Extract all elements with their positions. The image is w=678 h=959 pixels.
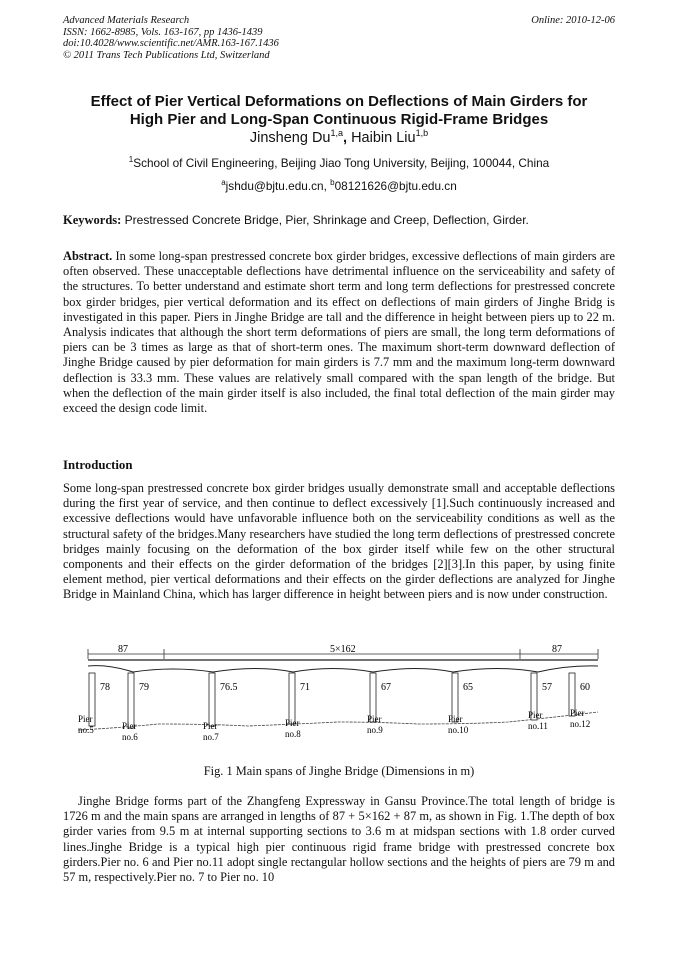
pier-no-8 xyxy=(289,673,295,724)
pier-no-7 xyxy=(209,673,215,726)
journal-header xyxy=(63,15,615,61)
pier-word-label: Pier xyxy=(122,721,137,731)
keywords-text: Prestressed Concrete Bridge, Pier, Shrinkage and Creep, Deflection, Girder. xyxy=(121,213,529,227)
email-b-sup: b xyxy=(330,178,335,188)
author-1-sup: 1,a xyxy=(330,128,344,139)
pier-number-label: no.9 xyxy=(367,725,383,735)
pier-label-group xyxy=(78,708,590,742)
dim-right-label: 87 xyxy=(552,644,562,655)
abstract-text: In some long-span prestressed concrete box girder bridges, excessive deflections of main girders are often observed. These unacceptable deflections have detrimental influence on the serviceability and safety of the structures. To better understand and estimate short term and long term deflections for prestressed concrete box girder bridges, pier vertical deformation and its effect on deflections of main girders of Jinghe Bridg is investigated in this paper. Piers in Jinghe Bridge are tall and the difference in height between piers up to 22 m. Analysis indicates that although the short term deformations of piers are small, the long term deformations of piers can be 3 times as large as that of short-term ones. The maximum short-term downward deflection of Jinghe Bridge caused by pier deformation for main girders is 7.7 mm and the maximum long-term downward deflection is 33.3 mm. These values are relatively small compared with the span length of the bridge. But when the deflection of the main girder itself is also included, the final total deflection of the main girder may exceed the design code limit. xyxy=(63,249,615,416)
affiliation-text: School of Civil Engineering, Beijing Jiao Tong University, Beijing, 100044, China xyxy=(133,156,550,170)
pier-word-label: Pier xyxy=(203,721,218,731)
pier-word-label: Pier xyxy=(448,714,463,724)
ground-line xyxy=(78,712,598,730)
pier-number-label: no.8 xyxy=(285,729,301,739)
body-paragraph: Jinghe Bridge forms part of the Zhangfeng Expressway in Gansu Province.The total length of bridge is 1726 m and the main spans are arranged in lengths of 87 + 5×162 + 87 m, as shown in Fig. 1.The depth of box girder varies from 9.5 m at internal supporting sections to 3.6 m at midspan sections with 1.8 order curved lines.Jinghe Bridge is a typical high pier continuous rigid frame bridge with prestressed concrete box girders.Pier no. 6 and Pier no.11 adopt single rectangular hollow sections and the heights of piers are 79 m and 57 m, respectively.Pier no. 7 to Pier no. 10 xyxy=(63,794,615,885)
affiliation-sup: 1 xyxy=(128,155,134,165)
pier-height-label: 65 xyxy=(463,682,473,693)
pier-number-label: no.12 xyxy=(570,719,591,729)
figure-caption: Fig. 1 Main spans of Jinghe Bridge (Dimensions in m) xyxy=(203,764,475,778)
title-line-2: High Pier and Long-Span Continuous Rigid-Frame Bridges xyxy=(129,111,549,128)
pier-number-label: no.11 xyxy=(528,721,548,731)
introduction-heading: Introduction xyxy=(63,458,133,472)
abstract-label: Abstract. xyxy=(63,249,113,263)
pier-word-label: Pier xyxy=(367,714,382,724)
girder-soffit xyxy=(88,666,598,672)
bridge-figure xyxy=(78,642,608,750)
doi-line: doi:10.4028/www.scientific.net/AMR.163-167.1436 xyxy=(63,38,279,50)
pier-number-label: no.10 xyxy=(448,725,469,735)
pier-no-6 xyxy=(128,673,134,728)
author-2-sup: 1,b xyxy=(415,128,429,139)
email-a[interactable]: jshdu@bjtu.edu.cn, xyxy=(225,179,331,193)
paper-title xyxy=(40,93,638,129)
author-separator: , xyxy=(343,130,352,146)
pier-number-label: no.7 xyxy=(203,732,219,742)
pier-group xyxy=(89,673,590,728)
introduction-paragraph: Some long-span prestressed concrete box girder bridges usually demonstrate small and acceptable deflections during the first year of service, and then continue to deflect excessively [1].Such continuously increased and excessive deflections would have unfavorable influence both on the serviceability conditions as well as the structural safety of the bridges.Many researchers have studied the long term deflections of prestressed concrete bridges mainly focusing on the deformation of the box girder itself while few on the other structural components and their effects on the girder deformation of the bridges [2][3].In this paper, by using finite element method, pier vertical deformations and their effects on the girder deflections are analyzed for Jinghe Bridge in Mainland China, which has larger difference in height between piers and is now under construction. xyxy=(63,481,615,602)
pier-number-label: no.6 xyxy=(122,732,138,742)
pier-height-label: 71 xyxy=(300,682,310,693)
email-b[interactable]: 08121626@bjtu.edu.cn xyxy=(334,179,457,193)
online-date: Online: 2010-12-06 xyxy=(531,15,615,26)
copyright-line: © 2011 Trans Tech Publications Ltd, Switzerland xyxy=(63,49,270,61)
journal-name: Advanced Materials Research xyxy=(63,15,190,26)
dim-mid-label: 5×162 xyxy=(330,644,356,655)
title-line-1: Effect of Pier Vertical Deformations on Deflections of Main Girders for xyxy=(90,93,588,110)
dim-left-label: 87 xyxy=(118,644,128,655)
keywords xyxy=(63,213,618,228)
pier-word-label: Pier xyxy=(78,714,93,724)
pier-word-label: Pier xyxy=(285,718,300,728)
abstract xyxy=(63,249,615,416)
pier-height-label: 57 xyxy=(542,682,552,693)
pier-height-label: 60 xyxy=(580,682,590,693)
pier-height-label: 76.5 xyxy=(220,682,238,693)
email-a-sup: a xyxy=(221,178,226,188)
affiliation xyxy=(0,156,678,170)
pier-word-label: Pier xyxy=(528,710,543,720)
keywords-label: Keywords: xyxy=(63,213,122,227)
issn-line: ISSN: 1662-8985, Vols. 163-167, pp 1436-1439 xyxy=(63,26,263,38)
author-2: Haibin Liu xyxy=(351,130,416,146)
pier-height-label: 67 xyxy=(381,682,391,693)
pier-word-label: Pier xyxy=(570,708,585,718)
author-emails xyxy=(0,179,678,193)
pier-number-label: no.5 xyxy=(78,725,94,735)
pier-height-label: 78 xyxy=(100,682,110,693)
pier-height-label: 79 xyxy=(139,682,149,693)
author-1: Jinsheng Du xyxy=(249,130,331,146)
author-list xyxy=(0,130,678,146)
